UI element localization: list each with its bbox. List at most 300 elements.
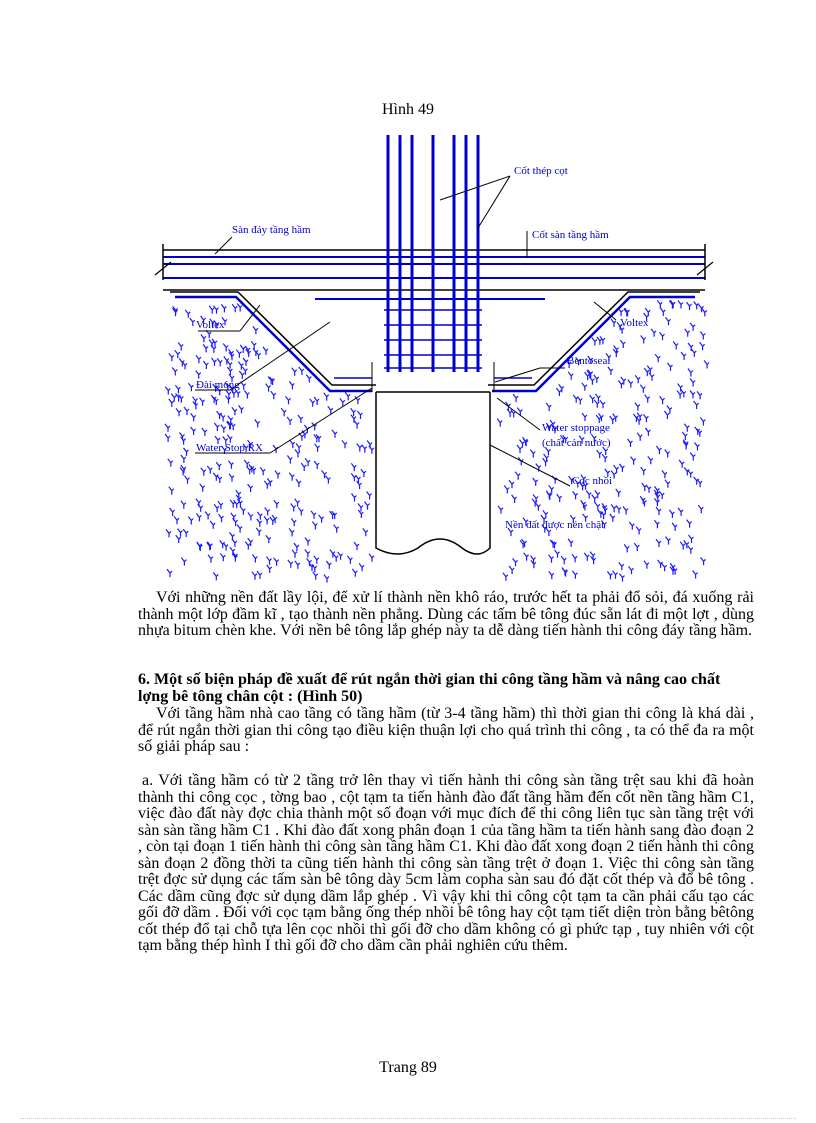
paragraph-intro: Với tầng hầm nhà cao tầng có tầng hầm (từ 3-4 tầng hầm) thì thời gian thi công là khá dài , để rút ngắn thời gian thi công tạo điều kiện thuận lợi cho quá trình thi công , ta có thể đa ra một số giải pháp sau : — [138, 705, 754, 755]
column-rebars — [384, 135, 482, 372]
soil-mark — [611, 504, 616, 512]
soil-mark — [237, 304, 242, 312]
soil-mark — [620, 574, 625, 582]
soil-mark — [294, 543, 299, 551]
soil-mark — [635, 375, 640, 383]
soil-mark — [324, 575, 329, 583]
soil-mark — [702, 308, 707, 316]
soil-mark — [359, 563, 364, 571]
soil-mark — [223, 543, 228, 551]
soil-mark — [267, 565, 272, 573]
soil-mark — [274, 558, 279, 566]
soil-mark — [347, 556, 352, 564]
soil-mark — [257, 512, 262, 520]
soil-mark — [666, 537, 671, 545]
soil-mark — [310, 399, 315, 407]
soil-mark — [191, 427, 196, 435]
soil-mark — [298, 415, 303, 423]
soil-mark — [700, 332, 705, 340]
soil-mark — [533, 478, 538, 486]
soil-mark — [265, 508, 270, 516]
soil-mark — [677, 391, 682, 399]
soil-mark — [286, 396, 291, 404]
soil-mark — [552, 540, 557, 548]
soil-mark — [196, 513, 201, 521]
soil-mark — [369, 446, 374, 454]
soil-mark — [619, 562, 624, 570]
soil-mark — [251, 341, 256, 349]
soil-mark — [636, 527, 641, 535]
bored-pile — [372, 362, 494, 554]
soil-mark — [338, 552, 343, 560]
soil-mark — [669, 510, 674, 518]
soil-mark — [592, 338, 597, 346]
soil-mark — [610, 416, 615, 424]
soil-mark — [340, 398, 345, 406]
soil-mark — [513, 558, 518, 566]
soil-mark — [582, 413, 587, 421]
soil-mark — [535, 503, 540, 511]
soil-mark — [200, 398, 205, 406]
soil-mark — [191, 413, 196, 421]
soil-mark — [572, 554, 577, 562]
soil-mark — [288, 560, 293, 568]
soil-mark — [700, 418, 705, 426]
soil-mark — [236, 490, 241, 498]
soil-mark — [546, 403, 551, 411]
soil-mark — [520, 440, 525, 448]
soil-mark — [332, 430, 337, 438]
soil-mark — [290, 440, 295, 448]
soil-mark — [568, 539, 573, 547]
soil-mark — [333, 554, 338, 562]
soil-mark — [665, 480, 670, 488]
soil-mark — [689, 535, 694, 543]
soil-mark — [180, 433, 185, 441]
soil-mark — [657, 300, 662, 308]
soil-mark — [266, 535, 271, 543]
soil-mark — [354, 421, 359, 429]
soil-mark — [694, 401, 699, 409]
soil-mark — [260, 467, 265, 475]
soil-mark — [616, 506, 621, 514]
soil-mark — [498, 506, 503, 514]
label-coc-nhoi: Cọc nhồi — [572, 475, 613, 487]
soil-mark — [356, 475, 361, 483]
soil-mark — [292, 368, 297, 376]
soil-mark — [301, 463, 306, 471]
soil-mark — [168, 459, 173, 467]
soil-mark — [497, 419, 502, 427]
soil-mark — [232, 407, 237, 415]
soil-mark — [690, 453, 695, 461]
soil-mark — [314, 556, 319, 564]
soil-mark — [697, 391, 702, 399]
soil-mark — [680, 542, 685, 550]
soil-mark — [357, 444, 362, 452]
soil-mark — [241, 382, 246, 390]
soil-mark — [305, 538, 310, 546]
soil-mark — [218, 501, 223, 509]
soil-mark — [648, 456, 653, 464]
soil-mark — [611, 319, 616, 327]
soil-mark — [597, 450, 602, 458]
soil-mark — [315, 444, 320, 452]
soil-mark — [515, 472, 520, 480]
soil-mark — [670, 300, 675, 308]
soil-mark — [644, 368, 649, 376]
soil-mark — [568, 372, 573, 380]
soil-mark — [682, 432, 687, 440]
soil-mark — [234, 500, 239, 508]
soil-mark — [586, 491, 591, 499]
soil-mark — [172, 368, 177, 376]
soil-mark — [628, 380, 633, 388]
soil-mark — [590, 395, 595, 403]
soil-mark — [298, 508, 303, 516]
soil-mark — [637, 433, 642, 441]
soil-mark — [665, 450, 670, 458]
soil-mark — [631, 457, 636, 465]
soil-mark — [171, 394, 176, 402]
soil-mark — [641, 467, 646, 475]
soil-mark — [214, 306, 219, 314]
soil-mark — [221, 304, 226, 312]
soil-mark — [672, 523, 677, 531]
soil-mark — [299, 367, 304, 375]
soil-mark — [698, 505, 703, 513]
soil-mark — [236, 350, 241, 358]
soil-mark — [203, 361, 208, 369]
soil-mark — [620, 340, 625, 348]
soil-mark — [252, 555, 257, 563]
soil-mark — [181, 558, 186, 566]
soil-mark — [549, 571, 554, 579]
soil-mark — [688, 369, 693, 377]
soil-mark — [188, 517, 193, 525]
soil-mark — [324, 393, 329, 401]
soil-mark — [266, 384, 271, 392]
soil-mark — [263, 347, 268, 355]
soil-mark — [201, 468, 206, 476]
soil-mark — [367, 492, 372, 500]
soil-mark — [628, 439, 633, 447]
soil-mark — [656, 446, 661, 454]
soil-mark — [511, 410, 516, 418]
soil-mark — [701, 557, 706, 565]
soil-mark — [224, 357, 229, 365]
soil-mark — [644, 561, 649, 569]
soil-mark — [700, 342, 705, 350]
soil-mark — [244, 391, 249, 399]
soil-mark — [239, 405, 244, 413]
soil-mark — [330, 550, 335, 558]
soil-mark — [345, 392, 350, 400]
soil-mark — [362, 445, 367, 453]
soil-mark — [264, 481, 269, 489]
soil-mark — [167, 569, 172, 577]
soil-mark — [217, 358, 222, 366]
figure-title: Hình 49 — [382, 101, 434, 118]
soil-mark — [600, 400, 605, 408]
soil-mark — [684, 424, 689, 432]
soil-mark — [209, 306, 214, 314]
soil-mark — [185, 310, 190, 318]
soil-mark — [287, 417, 292, 425]
soil-mark — [232, 304, 237, 312]
soil-mark — [205, 512, 210, 520]
soil-mark — [256, 528, 261, 536]
soil-mark — [196, 371, 201, 379]
soil-mark — [322, 470, 327, 478]
soil-mark — [678, 508, 683, 516]
soil-mark — [517, 445, 522, 453]
label-dai-mong: Đài móng — [196, 379, 240, 391]
soil-mark — [690, 323, 695, 331]
soil-mark — [616, 489, 621, 497]
label-water-stop-rx: Water Stop RX — [196, 442, 263, 454]
soil-mark — [219, 514, 224, 522]
soil-mark — [504, 486, 509, 494]
soil-mark — [275, 471, 280, 479]
soil-mark — [248, 484, 253, 492]
soil-mark — [693, 571, 698, 579]
soil-mark — [618, 380, 623, 388]
soil-mark — [311, 511, 316, 519]
soil-mark — [352, 569, 357, 577]
soil-mark — [207, 466, 212, 474]
soil-mark — [237, 525, 242, 533]
soil-mark — [667, 406, 672, 414]
label-cot-san-tang-ham: Cốt sàn tầng hầm — [532, 229, 609, 241]
soil-mark — [610, 514, 615, 522]
soil-mark — [264, 516, 269, 524]
soil-mark — [257, 571, 262, 579]
soil-mark — [334, 525, 339, 533]
soil-mark — [220, 414, 225, 422]
soil-mark — [202, 428, 207, 436]
soil-mark — [292, 550, 297, 558]
soil-mark — [655, 354, 660, 362]
soil-mark — [624, 544, 629, 552]
soil-mark — [678, 301, 683, 309]
soil-mark — [229, 474, 234, 482]
soil-mark — [255, 419, 260, 427]
soil-mark — [679, 460, 684, 468]
soil-mark — [166, 529, 171, 537]
section-heading-6: 6. Một số biện pháp đề xuất để rút ngắn thời gian thi công tầng hầm và nâng cao chất lợng bê tông chân cột : (Hình 50) — [138, 671, 721, 705]
soil-mark — [589, 377, 594, 385]
soil-mark — [503, 573, 508, 581]
soil-mark — [274, 500, 279, 508]
soil-mark — [196, 499, 201, 507]
soil-mark — [635, 403, 640, 411]
soil-mark — [666, 317, 671, 325]
label-chat-can-nuoc: (chất cản nước) — [542, 437, 611, 449]
soil-mark — [602, 454, 607, 462]
soil-mark — [176, 408, 181, 416]
soil-mark — [174, 516, 179, 524]
soil-mark — [184, 448, 189, 456]
soil-mark — [213, 572, 218, 580]
soil-mark — [253, 326, 258, 334]
soil-mark — [287, 456, 292, 464]
soil-mark — [220, 553, 225, 561]
soil-mark — [681, 352, 686, 360]
soil-mark — [687, 520, 692, 528]
soil-mark — [296, 444, 301, 452]
soil-mark — [193, 397, 198, 405]
soil-mark — [654, 498, 659, 506]
soil-mark — [687, 302, 692, 310]
soil-mark — [314, 461, 319, 469]
soil-mark — [178, 343, 183, 351]
soil-mark — [695, 443, 700, 451]
soil-mark — [688, 546, 693, 554]
soil-mark — [691, 349, 696, 357]
soil-mark — [312, 522, 317, 530]
soil-mark — [295, 561, 300, 569]
soil-mark — [572, 571, 577, 579]
soil-mark — [313, 572, 318, 580]
soil-mark — [267, 478, 272, 486]
label-bentoseal: Bentoseal — [567, 355, 611, 367]
soil-mark — [512, 495, 517, 503]
soil-mark — [178, 529, 183, 537]
soil-mark — [351, 463, 356, 471]
soil-mark — [200, 484, 205, 492]
soil-mark — [252, 572, 257, 580]
soil-mark — [654, 520, 659, 528]
soil-mark — [271, 391, 276, 399]
soil-mark — [223, 344, 228, 352]
soil-mark — [212, 358, 217, 366]
soil-mark — [291, 518, 296, 526]
page-number: Trang 89 — [379, 1059, 437, 1076]
soil-mark — [361, 469, 366, 477]
label-voltex-right: Voltex — [620, 317, 649, 329]
soil-mark — [363, 528, 368, 536]
soil-mark — [660, 396, 665, 404]
soil-mark — [289, 381, 294, 389]
soil-mark — [592, 495, 597, 503]
soil-mark — [656, 507, 661, 515]
soil-mark — [509, 566, 514, 574]
soil-mark — [662, 563, 667, 571]
soil-mark — [358, 411, 363, 419]
soil-mark — [509, 480, 514, 488]
soil-mark — [181, 455, 186, 463]
soil-mark — [690, 379, 695, 387]
soil-mark — [175, 350, 180, 358]
soil-mark — [369, 554, 374, 562]
soil-mark — [573, 395, 578, 403]
soil-mark — [221, 425, 226, 433]
soil-mark — [623, 507, 628, 515]
soil-mark — [354, 542, 359, 550]
soil-mark — [634, 543, 639, 551]
soil-mark — [188, 383, 193, 391]
soil-mark — [645, 308, 650, 316]
soil-mark — [296, 479, 301, 487]
soil-mark — [662, 470, 667, 478]
soil-mark — [267, 557, 272, 565]
soil-mark — [685, 329, 690, 337]
label-voltex-left: Voltex — [196, 319, 225, 331]
soil-mark — [240, 507, 245, 515]
page-edge-dots — [20, 1118, 796, 1119]
soil-mark — [305, 550, 310, 558]
soil-mark — [660, 332, 665, 340]
soil-mark — [201, 334, 206, 342]
soil-mark — [588, 370, 593, 378]
soil-mark — [595, 502, 600, 510]
soil-mark — [690, 390, 695, 398]
soil-mark — [291, 504, 296, 512]
soil-mark — [228, 461, 233, 469]
label-nen-dat: Nền đất được nén chặt — [505, 519, 605, 531]
soil-mark — [614, 465, 619, 473]
soil-mark — [584, 553, 589, 561]
soil-mark — [641, 336, 646, 344]
soil-mark — [649, 373, 654, 381]
paragraph-nen-dat: Với những nền đất lầy lội, để xử lí thành nền khô ráo, trước hết ta phải đổ sỏi, đá xuống rải thành một lớp đầm kĩ , tạo thành nền phẳng. Dùng các tấm bê tông đúc sẵn lát đi một lợt , dùng nhựa bitum chèn khe. Với nền bê tông lắp ghép này ta dễ dàng tiến hành thi công đáy tầng hầm. — [138, 589, 754, 639]
soil-mark — [619, 464, 624, 472]
soil-mark — [651, 329, 656, 337]
soil-mark — [257, 519, 262, 527]
soil-mark — [643, 414, 648, 422]
soil-mark — [656, 539, 661, 547]
soil-mark — [281, 408, 286, 416]
soil-mark — [270, 377, 275, 385]
soil-mark — [351, 473, 356, 481]
soil-mark — [608, 367, 613, 375]
soil-mark — [668, 363, 673, 371]
soil-mark — [582, 383, 587, 391]
label-san-day-tang-ham: Sàn đáy tầng hầm — [232, 224, 311, 236]
soil-mark — [660, 308, 665, 316]
soil-mark — [704, 361, 709, 369]
soil-mark — [214, 504, 219, 512]
soil-mark — [664, 411, 669, 419]
soil-mark — [557, 494, 562, 502]
soil-mark — [556, 388, 561, 396]
soil-mark — [326, 561, 331, 569]
soil-mark — [165, 434, 170, 442]
soil-mark — [645, 428, 650, 436]
soil-mark — [289, 473, 294, 481]
soil-mark — [239, 371, 244, 379]
soil-mark — [524, 553, 529, 561]
soil-mark — [248, 513, 253, 521]
soil-mark — [549, 555, 554, 563]
soil-mark — [629, 566, 634, 574]
soil-mark — [184, 407, 189, 415]
soil-mark — [196, 355, 201, 363]
soil-mark — [203, 344, 208, 352]
soil-mark — [613, 571, 618, 579]
soil-mark — [573, 491, 578, 499]
soil-mark — [232, 539, 237, 547]
soil-mark — [629, 522, 634, 530]
soil-mark — [181, 501, 186, 509]
soil-mark — [165, 424, 170, 432]
soil-mark — [530, 450, 535, 458]
soil-mark — [245, 542, 250, 550]
soil-mark — [175, 385, 180, 393]
soil-mark — [673, 342, 678, 350]
soil-mark — [640, 385, 645, 393]
